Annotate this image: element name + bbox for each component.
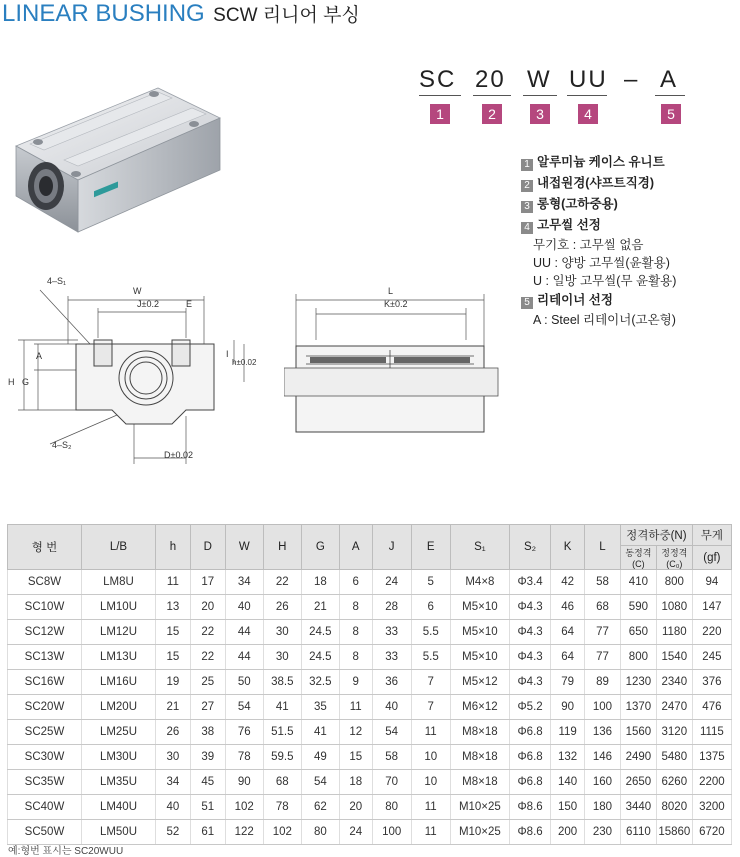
- table-cell: 6260: [656, 770, 692, 795]
- table-cell: 146: [585, 745, 621, 770]
- table-cell: Φ4.3: [509, 670, 550, 695]
- table-cell: 62: [301, 795, 339, 820]
- code-underline-3: [523, 95, 557, 96]
- table-cell: SC13W: [8, 645, 82, 670]
- table-cell: Φ6.8: [509, 745, 550, 770]
- table-cell: 5.5: [411, 620, 450, 645]
- table-cell: 51.5: [263, 720, 301, 745]
- side-view-drawing: [284, 290, 504, 440]
- table-cell: 100: [585, 695, 621, 720]
- table-cell: 1560: [620, 720, 656, 745]
- table-cell: M10×25: [450, 795, 509, 820]
- table-cell: 2200: [692, 770, 731, 795]
- table-cell: 41: [301, 720, 339, 745]
- table-cell: 90: [551, 695, 585, 720]
- table-cell: 12: [339, 720, 372, 745]
- product-image: [8, 84, 238, 244]
- spec-item-3: [521, 194, 676, 215]
- table-cell: 119: [551, 720, 585, 745]
- table-cell: 13: [155, 595, 190, 620]
- table-cell: 140: [551, 770, 585, 795]
- table-row: [8, 720, 732, 745]
- col-header: h: [155, 525, 190, 570]
- col-header: G: [301, 525, 339, 570]
- table-cell: 22: [263, 570, 301, 595]
- table-cell: Φ8.6: [509, 795, 550, 820]
- table-cell: 590: [620, 595, 656, 620]
- table-cell: 26: [263, 595, 301, 620]
- code-underline-1: [419, 95, 461, 96]
- code-badge-4: 4: [578, 104, 598, 124]
- table-cell: 8: [339, 645, 372, 670]
- table-cell: 136: [585, 720, 621, 745]
- code-part-1: SC: [419, 66, 457, 93]
- table-cell: 45: [190, 770, 225, 795]
- label-d: D±0.02: [164, 450, 193, 460]
- spec-sub-5-1: A : Steel 리테이너(고온형): [533, 313, 676, 327]
- table-cell: 76: [225, 720, 263, 745]
- table-cell: 34: [225, 570, 263, 595]
- table-cell: 28: [372, 595, 411, 620]
- table-row: [8, 770, 732, 795]
- spec-item-5: [521, 290, 676, 311]
- table-cell: 52: [155, 820, 190, 845]
- table-cell: 17: [190, 570, 225, 595]
- table-cell: 21: [301, 595, 339, 620]
- table-cell: LM30U: [81, 745, 155, 770]
- load-sub-static: 정정격(C₀): [656, 546, 692, 570]
- label-e: E: [186, 299, 193, 309]
- table-cell: 8: [339, 595, 372, 620]
- code-part-3: W: [527, 66, 552, 93]
- table-row: [8, 570, 732, 595]
- table-cell: LM10U: [81, 595, 155, 620]
- table-cell: SC25W: [8, 720, 82, 745]
- table-cell: 1540: [656, 645, 692, 670]
- table-cell: 3120: [656, 720, 692, 745]
- col-header: 형 번: [8, 525, 82, 570]
- table-cell: 18: [301, 570, 339, 595]
- label-k: K±0.2: [384, 299, 408, 309]
- table-cell: 24.5: [301, 645, 339, 670]
- spec-list: [521, 152, 676, 329]
- table-cell: 59.5: [263, 745, 301, 770]
- table-cell: 15: [155, 645, 190, 670]
- table-cell: M8×18: [450, 770, 509, 795]
- table-cell: SC40W: [8, 795, 82, 820]
- label-a: A: [36, 351, 43, 361]
- table-row: [8, 745, 732, 770]
- table-cell: M8×18: [450, 720, 509, 745]
- table-cell: SC50W: [8, 820, 82, 845]
- table-cell: SC20W: [8, 695, 82, 720]
- label-l: L: [388, 286, 394, 296]
- table-cell: 21: [155, 695, 190, 720]
- table-cell: 18: [339, 770, 372, 795]
- table-cell: 64: [551, 645, 585, 670]
- label-w: W: [133, 286, 142, 296]
- table-row: [8, 595, 732, 620]
- title-korean: SCW 리니어 부싱: [213, 5, 360, 26]
- spec-label: 롱형(고하중용): [537, 197, 618, 211]
- label-h-small: h±0.02: [232, 358, 257, 367]
- table-cell: 20: [339, 795, 372, 820]
- table-cell: 2470: [656, 695, 692, 720]
- table-cell: 27: [190, 695, 225, 720]
- spec-number: 5: [521, 297, 533, 309]
- table-cell: 10: [411, 770, 450, 795]
- footnote: 예:형번 표시는 SC20WUU: [8, 846, 124, 857]
- table-cell: 38: [190, 720, 225, 745]
- table-cell: 147: [692, 595, 731, 620]
- table-cell: 54: [372, 720, 411, 745]
- table-cell: 39: [190, 745, 225, 770]
- table-cell: Φ4.3: [509, 620, 550, 645]
- load-header: 정격하중(N): [620, 525, 692, 546]
- table-cell: Φ4.3: [509, 645, 550, 670]
- table-cell: 41: [263, 695, 301, 720]
- table-cell: Φ3.4: [509, 570, 550, 595]
- code-dash: –: [624, 66, 640, 93]
- table-body: [8, 570, 732, 845]
- table-cell: 68: [263, 770, 301, 795]
- table-cell: 160: [585, 770, 621, 795]
- spec-item-1: [521, 152, 676, 173]
- table-cell: 3200: [692, 795, 731, 820]
- table-row: [8, 645, 732, 670]
- label-g: G: [22, 377, 30, 387]
- code-badge-5: 5: [661, 104, 681, 124]
- table-cell: M5×10: [450, 645, 509, 670]
- table-cell: 11: [339, 695, 372, 720]
- spec-sub-4-3: U : 일방 고무씰(무 윤활용): [533, 274, 677, 288]
- label-i: I: [226, 349, 229, 359]
- table-cell: LM50U: [81, 820, 155, 845]
- table-row: [8, 670, 732, 695]
- table-cell: 230: [585, 820, 621, 845]
- table-cell: 30: [263, 620, 301, 645]
- table-cell: LM40U: [81, 795, 155, 820]
- col-header: S₂: [509, 525, 550, 570]
- table-cell: 40: [155, 795, 190, 820]
- page-title: [2, 0, 360, 28]
- table-cell: 1230: [620, 670, 656, 695]
- table-cell: 54: [225, 695, 263, 720]
- table-cell: M5×12: [450, 670, 509, 695]
- table-cell: 58: [372, 745, 411, 770]
- table-cell: SC16W: [8, 670, 82, 695]
- table-cell: 77: [585, 620, 621, 645]
- spec-table: [7, 524, 732, 845]
- code-part-2: 20: [475, 66, 506, 93]
- code-part-5: A: [660, 66, 679, 93]
- spec-label: 알루미늄 케이스 유니트: [537, 155, 665, 169]
- table-cell: 800: [656, 570, 692, 595]
- table-cell: 7: [411, 695, 450, 720]
- table-cell: 6110: [620, 820, 656, 845]
- table-cell: 94: [692, 570, 731, 595]
- table-cell: 410: [620, 570, 656, 595]
- table-cell: SC12W: [8, 620, 82, 645]
- table-cell: 34: [155, 770, 190, 795]
- code-part-4: UU: [569, 66, 608, 93]
- label-h: H: [8, 377, 15, 387]
- table-cell: 9: [339, 670, 372, 695]
- table-cell: 6: [411, 595, 450, 620]
- table-cell: Φ6.8: [509, 770, 550, 795]
- cross-section-drawing: [14, 274, 257, 474]
- table-cell: M4×8: [450, 570, 509, 595]
- table-cell: Φ4.3: [509, 595, 550, 620]
- table-cell: 33: [372, 620, 411, 645]
- table-cell: 24: [372, 570, 411, 595]
- col-header: D: [190, 525, 225, 570]
- table-cell: 5: [411, 570, 450, 595]
- spec-sub-4-1: 무기호 : 고무씰 없음: [533, 238, 644, 252]
- table-cell: 1375: [692, 745, 731, 770]
- code-underline-2: [473, 95, 511, 96]
- code-badge-2: 2: [482, 104, 502, 124]
- table-cell: 24: [339, 820, 372, 845]
- table-cell: 61: [190, 820, 225, 845]
- load-sub-dynamic: 동정격(C): [620, 546, 656, 570]
- table-cell: Φ8.6: [509, 820, 550, 845]
- table-cell: 376: [692, 670, 731, 695]
- col-header: H: [263, 525, 301, 570]
- table-cell: M5×10: [450, 620, 509, 645]
- col-header: A: [339, 525, 372, 570]
- table-cell: 19: [155, 670, 190, 695]
- spec-number: 3: [521, 201, 533, 213]
- table-cell: 1115: [692, 720, 731, 745]
- table-cell: SC10W: [8, 595, 82, 620]
- table-cell: 35: [301, 695, 339, 720]
- table-cell: 40: [372, 695, 411, 720]
- table-cell: 6720: [692, 820, 731, 845]
- spec-number: 2: [521, 180, 533, 192]
- table-cell: 89: [585, 670, 621, 695]
- table-cell: 32.5: [301, 670, 339, 695]
- table-row: [8, 695, 732, 720]
- spec-label: 리테이너 선정: [537, 293, 613, 307]
- table-cell: 46: [551, 595, 585, 620]
- table-cell: LM16U: [81, 670, 155, 695]
- table-cell: 36: [372, 670, 411, 695]
- table-cell: M6×12: [450, 695, 509, 720]
- table-cell: 1370: [620, 695, 656, 720]
- spec-label: 내접원경(샤프트직경): [537, 176, 655, 190]
- table-cell: 8: [339, 620, 372, 645]
- table-cell: 26: [155, 720, 190, 745]
- table-cell: 102: [225, 795, 263, 820]
- col-header: K: [551, 525, 585, 570]
- table-cell: 40: [225, 595, 263, 620]
- table-cell: 78: [263, 795, 301, 820]
- table-cell: Φ6.8: [509, 720, 550, 745]
- table-cell: 150: [551, 795, 585, 820]
- table-cell: SC30W: [8, 745, 82, 770]
- table-cell: 476: [692, 695, 731, 720]
- table-cell: 220: [692, 620, 731, 645]
- table-cell: Φ5.2: [509, 695, 550, 720]
- col-header: W: [225, 525, 263, 570]
- table-cell: 80: [372, 795, 411, 820]
- table-cell: 100: [372, 820, 411, 845]
- table-cell: 25: [190, 670, 225, 695]
- table-cell: 245: [692, 645, 731, 670]
- table-cell: 44: [225, 620, 263, 645]
- table-cell: 800: [620, 645, 656, 670]
- table-cell: 15860: [656, 820, 692, 845]
- table-cell: 15: [155, 620, 190, 645]
- table-cell: LM8U: [81, 570, 155, 595]
- label-s2: 4–S₂: [52, 440, 72, 450]
- spec-item-2: [521, 173, 676, 194]
- col-header: S₁: [450, 525, 509, 570]
- table-cell: 30: [155, 745, 190, 770]
- weight-unit: (gf): [692, 546, 731, 570]
- table-cell: M5×10: [450, 595, 509, 620]
- table-cell: 79: [551, 670, 585, 695]
- table-row: [8, 795, 732, 820]
- table-cell: 8020: [656, 795, 692, 820]
- table-cell: SC35W: [8, 770, 82, 795]
- table-cell: 64: [551, 620, 585, 645]
- table-cell: 51: [190, 795, 225, 820]
- table-cell: SC8W: [8, 570, 82, 595]
- col-header: E: [411, 525, 450, 570]
- table-cell: 33: [372, 645, 411, 670]
- table-cell: 11: [411, 720, 450, 745]
- code-underline-4: [567, 95, 607, 96]
- table-cell: 49: [301, 745, 339, 770]
- table-cell: 11: [411, 820, 450, 845]
- spec-sub-4-2: UU : 양방 고무씰(윤활용): [533, 256, 670, 270]
- table-cell: 22: [190, 620, 225, 645]
- code-badge-3: 3: [530, 104, 550, 124]
- table-cell: 80: [301, 820, 339, 845]
- table-cell: 44: [225, 645, 263, 670]
- col-header: L/B: [81, 525, 155, 570]
- table-cell: 11: [411, 795, 450, 820]
- title-english: LINEAR BUSHING: [2, 0, 205, 27]
- weight-header: 무게: [692, 525, 731, 546]
- col-header: L: [585, 525, 621, 570]
- table-cell: 3440: [620, 795, 656, 820]
- table-cell: LM12U: [81, 620, 155, 645]
- table-cell: 132: [551, 745, 585, 770]
- table-cell: 30: [263, 645, 301, 670]
- table-cell: 24.5: [301, 620, 339, 645]
- label-j: J±0.2: [137, 299, 159, 309]
- table-cell: 42: [551, 570, 585, 595]
- table-cell: 122: [225, 820, 263, 845]
- code-underline-5: [655, 95, 685, 96]
- table-header-row: [8, 525, 732, 546]
- table-cell: 50: [225, 670, 263, 695]
- table-cell: 68: [585, 595, 621, 620]
- table-cell: LM20U: [81, 695, 155, 720]
- table-cell: 1180: [656, 620, 692, 645]
- table-cell: 6: [339, 570, 372, 595]
- table-cell: 90: [225, 770, 263, 795]
- table-cell: LM13U: [81, 645, 155, 670]
- table-cell: 200: [551, 820, 585, 845]
- label-s1: 4–S₁: [47, 276, 67, 286]
- spec-item-4: [521, 215, 676, 236]
- table-cell: 15: [339, 745, 372, 770]
- spec-label: 고무씰 선정: [537, 218, 601, 232]
- table-cell: 2340: [656, 670, 692, 695]
- code-badge-1: 1: [430, 104, 450, 124]
- table-cell: M8×18: [450, 745, 509, 770]
- table-cell: 70: [372, 770, 411, 795]
- table-cell: LM35U: [81, 770, 155, 795]
- table-cell: 54: [301, 770, 339, 795]
- table-cell: 180: [585, 795, 621, 820]
- table-row: [8, 620, 732, 645]
- table-cell: 2490: [620, 745, 656, 770]
- table-cell: 78: [225, 745, 263, 770]
- table-cell: 102: [263, 820, 301, 845]
- table-cell: 7: [411, 670, 450, 695]
- col-header: J: [372, 525, 411, 570]
- table-cell: 22: [190, 645, 225, 670]
- table-row: [8, 820, 732, 845]
- table-cell: 38.5: [263, 670, 301, 695]
- spec-number: 1: [521, 159, 533, 171]
- table-cell: 5480: [656, 745, 692, 770]
- table-cell: 11: [155, 570, 190, 595]
- table-cell: 1080: [656, 595, 692, 620]
- table-cell: LM25U: [81, 720, 155, 745]
- table-cell: 77: [585, 645, 621, 670]
- table-cell: M10×25: [450, 820, 509, 845]
- table-cell: 10: [411, 745, 450, 770]
- table-cell: 2650: [620, 770, 656, 795]
- table-cell: 650: [620, 620, 656, 645]
- table-cell: 58: [585, 570, 621, 595]
- table-cell: 20: [190, 595, 225, 620]
- table-cell: 5.5: [411, 645, 450, 670]
- spec-number: 4: [521, 222, 533, 234]
